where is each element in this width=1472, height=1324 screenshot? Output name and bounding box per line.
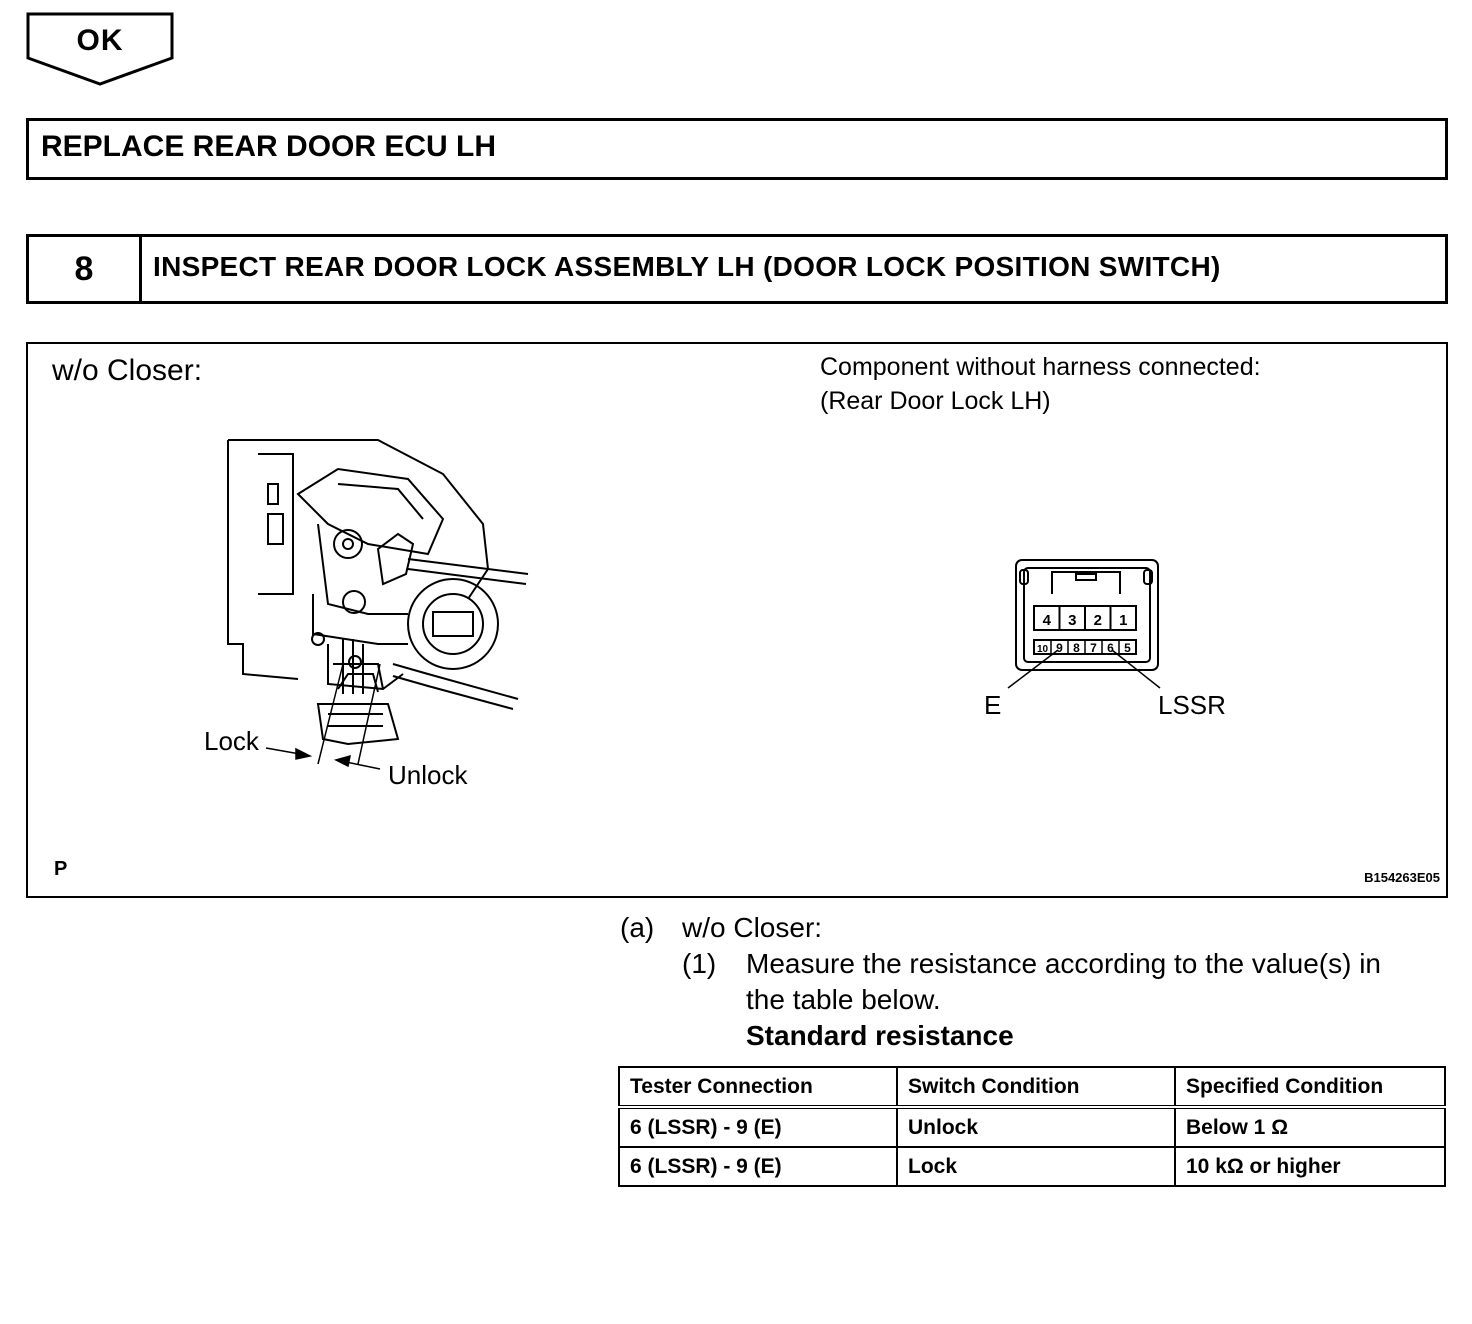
cell-specified-condition: Below 1 Ω <box>1175 1107 1445 1147</box>
cell-tester-connection: 6 (LSSR) - 9 (E) <box>619 1147 897 1186</box>
unlock-label: Unlock <box>388 760 468 790</box>
step-number: 8 <box>29 237 142 301</box>
action-text: REPLACE REAR DOOR ECU LH <box>41 130 497 163</box>
step-a-text: w/o Closer: <box>682 912 823 943</box>
pin-label-6: 6 <box>1107 641 1114 655</box>
pin-label-8: 8 <box>1073 641 1080 655</box>
pin-label-1: 1 <box>1119 612 1128 629</box>
step-1-line2: the table below. <box>746 984 941 1015</box>
connector-top-row <box>1043 606 1128 630</box>
standard-resistance-label: Standard resistance <box>746 1020 1014 1051</box>
door-lock-mechanism-drawing <box>228 440 528 764</box>
step-1-line1: Measure the resistance according to the value(s) in <box>746 948 1381 979</box>
step-1-marker: (1) <box>682 948 717 979</box>
action-box <box>26 118 1448 180</box>
step-a-marker: (a) <box>620 912 655 943</box>
pin-label-9: 9 <box>1056 641 1063 655</box>
cell-switch-condition: Unlock <box>897 1107 1175 1147</box>
terminal-lssr-label: LSSR <box>1158 690 1226 720</box>
resistance-table <box>618 1066 1446 1187</box>
pin-label-2: 2 <box>1093 612 1102 629</box>
pin-label-5: 5 <box>1124 641 1131 655</box>
pin-label-4: 4 <box>1042 612 1051 629</box>
pin-label-10: 10 <box>1036 644 1049 655</box>
component-caption-line1: Component without harness connected: <box>820 353 1261 381</box>
step-header <box>26 234 1448 304</box>
cell-switch-condition: Lock <box>897 1147 1175 1186</box>
terminal-e-label: E <box>984 690 1002 720</box>
figure-code: B154263E05 <box>1364 870 1440 885</box>
figure-page-mark: P <box>54 858 68 880</box>
header-tester-connection: Tester Connection <box>619 1067 897 1107</box>
figure-drawing <box>28 344 1446 896</box>
table-header-row <box>619 1067 1445 1107</box>
header-specified-condition: Specified Condition <box>1175 1067 1445 1107</box>
lock-unlock-leaders <box>266 748 380 769</box>
table-row <box>619 1147 1445 1186</box>
step-title: INSPECT REAR DOOR LOCK ASSEMBLY LH (DOOR LOCK POSITION SWITCH) <box>153 251 1221 282</box>
pin-label-7: 7 <box>1090 641 1097 655</box>
ok-label: OK <box>76 24 124 57</box>
header-switch-condition: Switch Condition <box>897 1067 1175 1107</box>
pin-label-3: 3 <box>1068 612 1077 629</box>
cell-tester-connection: 6 (LSSR) - 9 (E) <box>619 1107 897 1147</box>
connector-bottom-row <box>1037 640 1131 655</box>
table-row <box>619 1107 1445 1147</box>
illustration-figure <box>26 342 1448 898</box>
lock-label: Lock <box>204 726 259 756</box>
component-caption-line2: (Rear Door Lock LH) <box>820 387 1051 415</box>
cell-specified-condition: 10 kΩ or higher <box>1175 1147 1445 1186</box>
figure-left-caption: w/o Closer: <box>52 354 203 387</box>
